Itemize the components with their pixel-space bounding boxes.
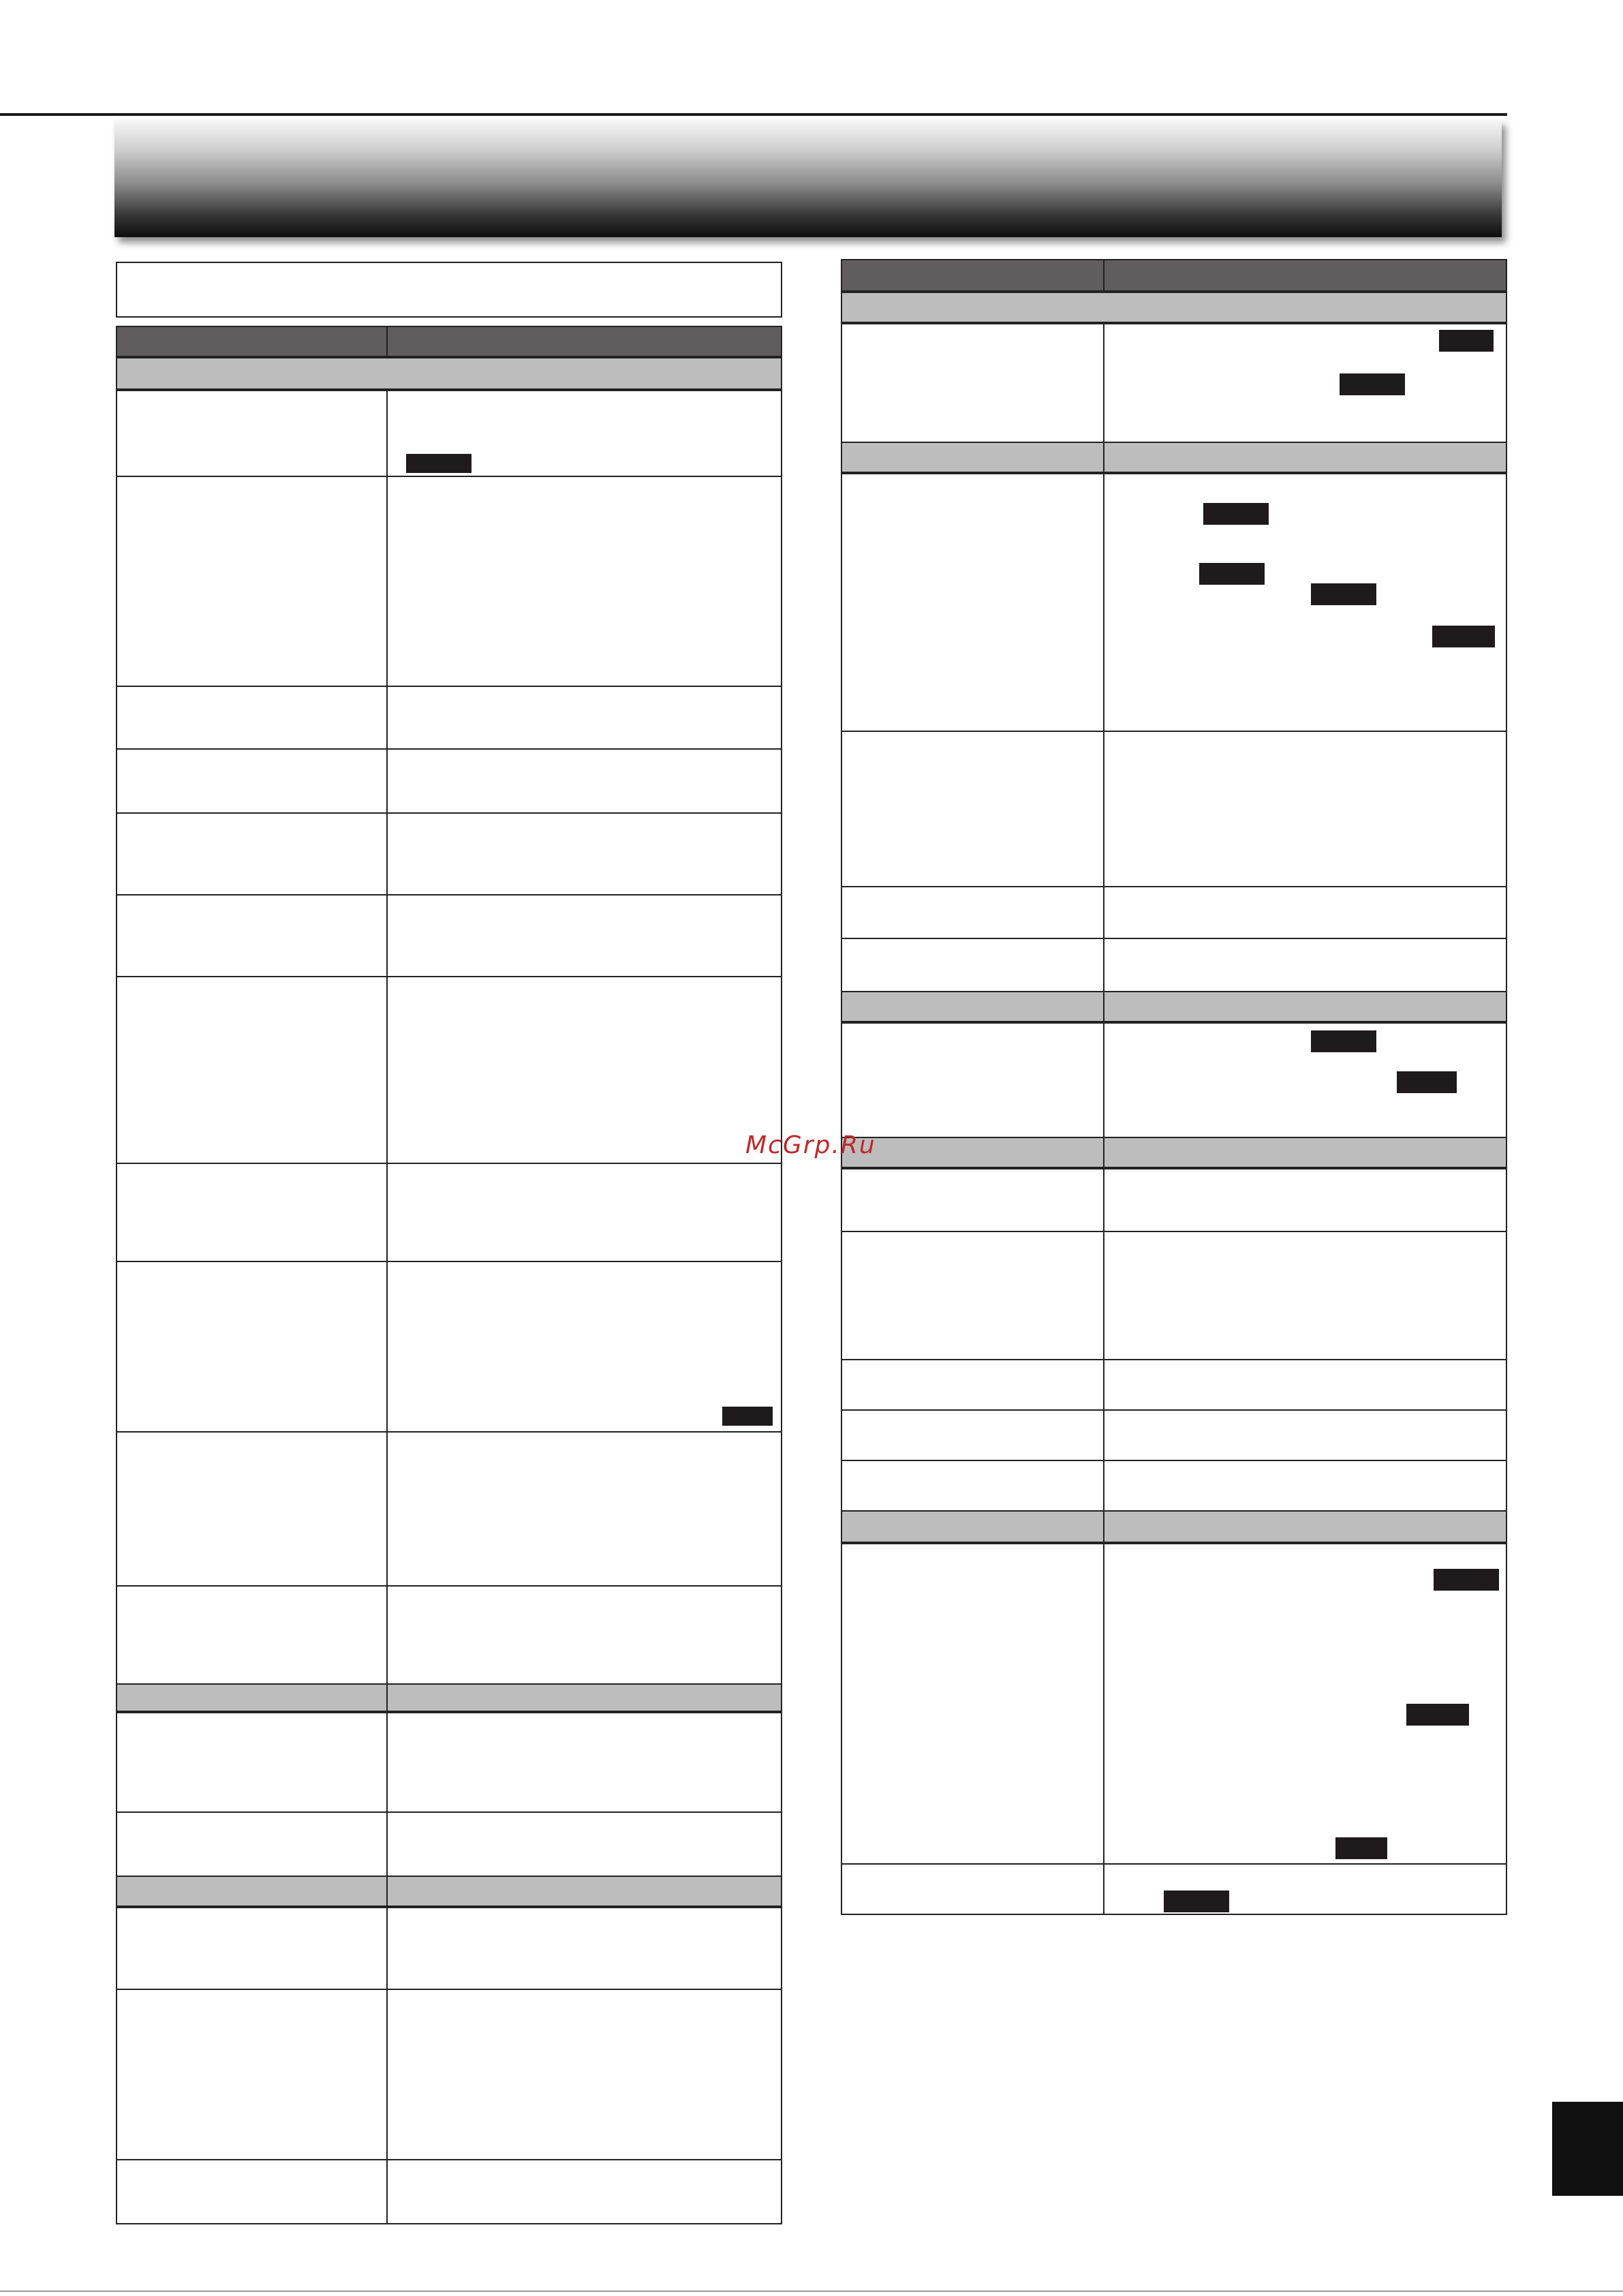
page-ref-tag — [1397, 1071, 1457, 1093]
right-row-line — [841, 1231, 1507, 1232]
left-row-line — [116, 812, 782, 814]
page-ref-tag — [1439, 330, 1494, 352]
page-ref-tag — [1164, 1891, 1229, 1912]
page-ref-tag — [722, 1407, 773, 1426]
left-block-2 — [116, 1712, 782, 1877]
page-ref-tag — [1203, 503, 1269, 525]
left-section-2 — [116, 1683, 782, 1712]
left-section-3 — [116, 1876, 782, 1907]
page-ref-tag — [1340, 373, 1405, 395]
intro-box — [116, 262, 782, 318]
left-table-header — [116, 326, 782, 357]
left-block-3 — [116, 1907, 782, 2224]
right-section-3 — [841, 991, 1507, 1022]
right-section-1 — [841, 292, 1507, 323]
left-row-line — [116, 476, 782, 477]
bottom-rule — [0, 2291, 1623, 2292]
page-ref-tag — [1311, 1030, 1376, 1052]
page-ref-tag — [1335, 1837, 1387, 1859]
right-row-line — [841, 731, 1507, 732]
right-section-5 — [841, 1510, 1507, 1543]
page-edge-tab — [1552, 2102, 1623, 2196]
right-row-line — [841, 886, 1507, 887]
right-row-line — [841, 1460, 1507, 1461]
right-block-5 — [841, 1543, 1507, 1915]
left-row-line — [116, 1989, 782, 1990]
page-ref-tag — [1311, 583, 1376, 605]
left-column-divider — [386, 390, 388, 2224]
page-ref-tag — [1432, 626, 1495, 647]
left-row-line — [116, 1811, 782, 1813]
left-header-divider — [386, 326, 388, 357]
left-row-line — [116, 748, 782, 750]
page-ref-tag — [406, 454, 472, 473]
left-row-line — [116, 1261, 782, 1262]
page-ref-tag — [1199, 563, 1265, 585]
right-row-line — [841, 1409, 1507, 1411]
watermark: McGrp.Ru — [745, 1131, 876, 1159]
page-ref-tag — [1406, 1704, 1469, 1726]
header-banner — [114, 120, 1502, 237]
right-header-divider — [1103, 259, 1104, 292]
right-section-2 — [841, 442, 1507, 473]
left-row-line — [116, 1431, 782, 1433]
left-row-line — [116, 894, 782, 896]
right-table-header — [841, 259, 1507, 292]
left-row-line — [116, 976, 782, 977]
left-row-line — [116, 1163, 782, 1164]
right-column-divider — [1103, 323, 1104, 1915]
left-row-line — [116, 686, 782, 687]
right-block-1 — [841, 323, 1507, 443]
right-row-line — [841, 1863, 1507, 1865]
left-row-line — [116, 1585, 782, 1587]
page-ref-tag — [1434, 1569, 1499, 1591]
right-row-line — [841, 1359, 1507, 1360]
right-block-2 — [841, 473, 1507, 992]
top-rule — [0, 113, 1507, 116]
left-section-1 — [116, 357, 782, 390]
right-section-4 — [841, 1137, 1507, 1168]
left-row-line — [116, 2159, 782, 2160]
left-block-1 — [116, 390, 782, 1685]
right-row-line — [841, 938, 1507, 939]
